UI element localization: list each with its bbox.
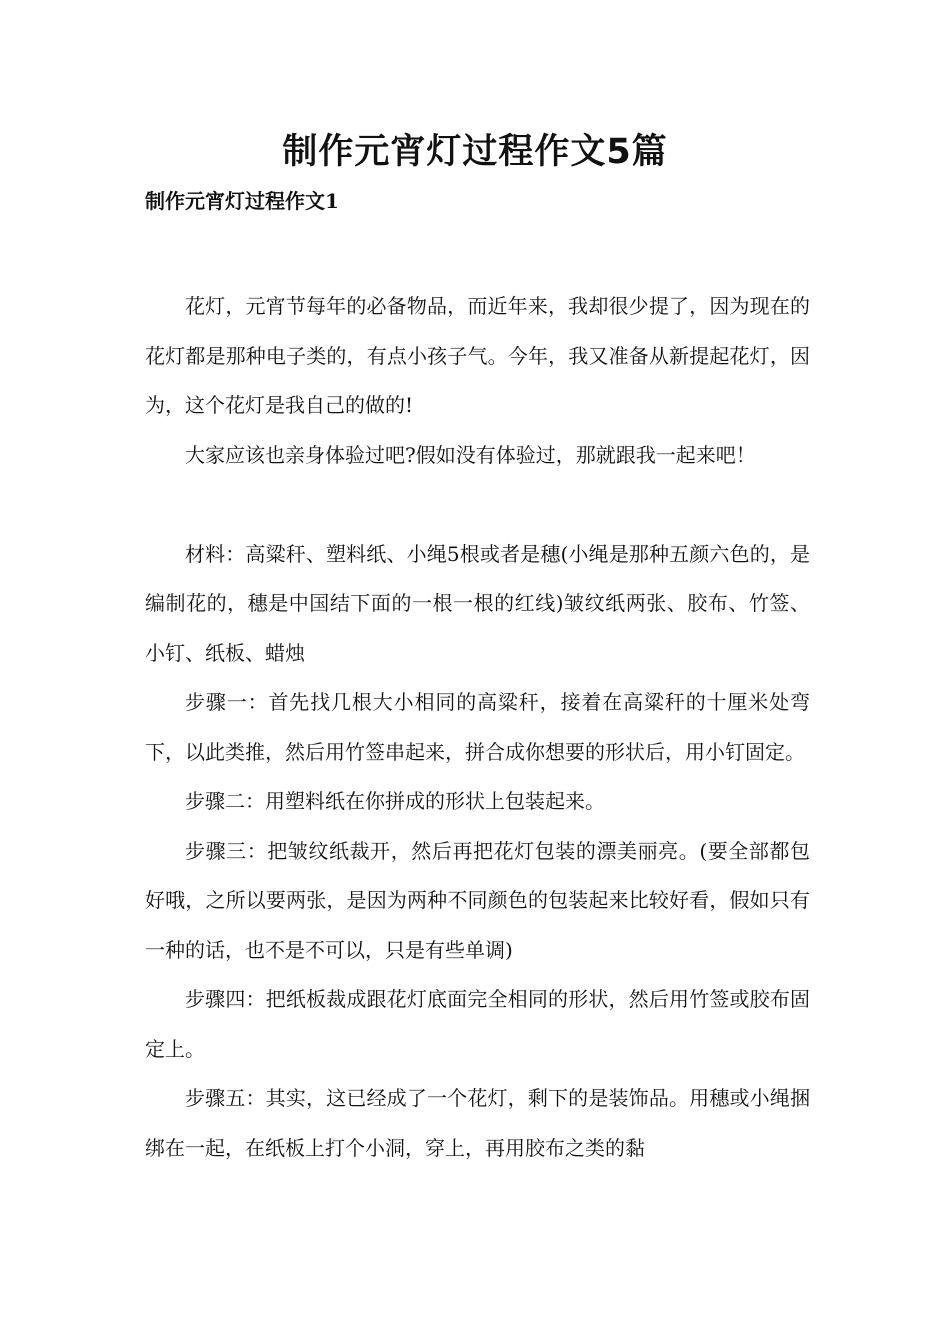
paragraph-step-3: 步骤三：把皱纹纸裁开，然后再把花灯包装的漂美丽亮。(要全部都包好哦，之所以要两张，是因为两种不同颜色的包装起来比较好看，假如只有一种的话，也不是不可以，只是有些单调) xyxy=(145,838,810,962)
paragraph-intro: 花灯，元宵节每年的必备物品，而近年来，我却很少提了，因为现在的花灯都是那种电子类的，有点小孩子气。今年，我又准备从新提起花灯，因为，这个花灯是我自己的做的! xyxy=(145,294,810,417)
paragraph-materials: 材料：高粱秆、塑料纸、小绳5根或者是穗(小绳是那种五颜六色的，是编制花的，穗是中国结下面的一根一根的红线)皱纹纸两张、胶布、竹签、小钉、纸板、蜡烛 xyxy=(145,541,810,665)
document-title: 制作元宵灯过程作文5篇 xyxy=(282,132,668,172)
paragraph-step-2: 步骤二：用塑料纸在你拼成的形状上包装起来。 xyxy=(185,789,605,813)
paragraph-invite: 大家应该也亲身体验过吧?假如没有体验过，那就跟我一起来吧！ xyxy=(185,442,756,467)
paragraph-step-4: 步骤四：把纸板裁成跟花灯底面完全相同的形状，然后用竹签或胶布固定上。 xyxy=(145,987,810,1061)
document-body xyxy=(145,282,810,1173)
section-heading: 制作元宵灯过程作文1 xyxy=(145,189,339,213)
blank-line xyxy=(145,480,810,530)
paragraph-step-1: 步骤一：首先找几根大小相同的高粱秆，接着在高粱秆的十厘米处弯下，以此类推，然后用竹签串起来，拼合成你想要的形状后，用小钉固定。 xyxy=(145,690,810,764)
paragraph-step-5: 步骤五：其实，这已经成了一个花灯，剩下的是装饰品。用穗或小绳捆绑在一起，在纸板上打个小洞，穿上，再用胶布之类的黏 xyxy=(145,1086,810,1160)
